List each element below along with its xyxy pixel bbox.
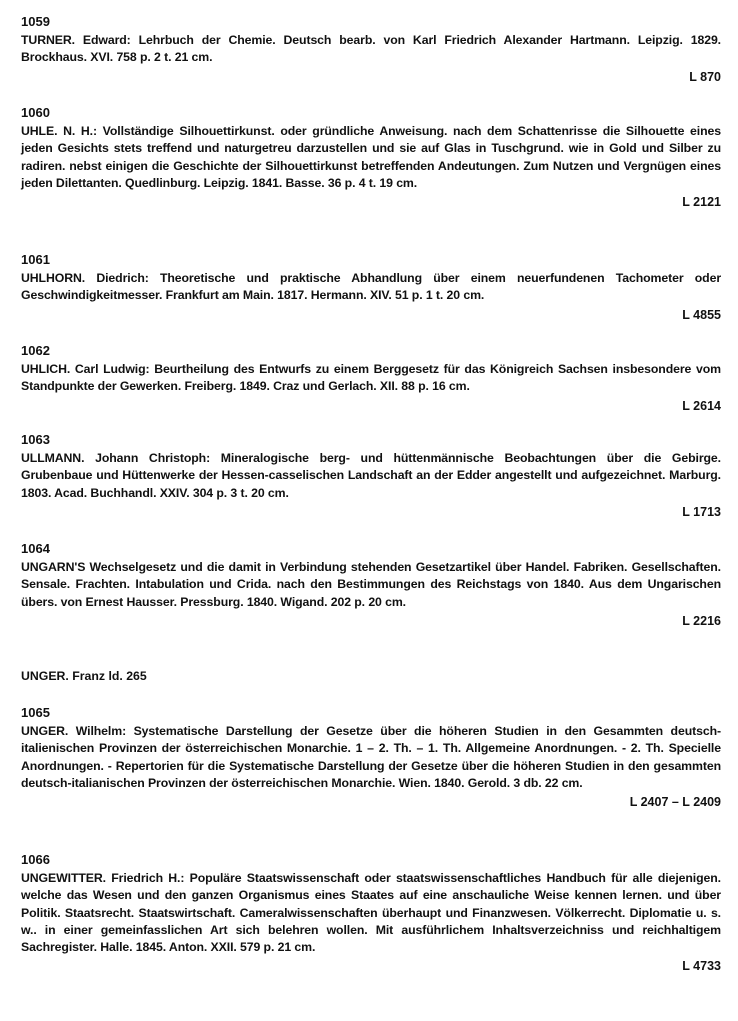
entry-1059 (21, 14, 721, 85)
entry-number: 1060 (21, 105, 50, 120)
entry-signature: L 2407 – L 2409 (629, 795, 721, 810)
cross-reference (21, 668, 721, 685)
entry-number: 1061 (21, 252, 50, 267)
entry-signature: L 2614 (682, 398, 721, 413)
entry-1061 (21, 252, 721, 323)
entry-text: UHLHORN. Diedrich: Theoretische und praktische Abhandlung über einem neuerfundenen Tachometer oder Geschwindigkeitmesser. Frankfurt am Main. 1817. Hermann. XIV. 51 p. 1 t. 20 cm. (21, 271, 721, 303)
entry-text: UHLICH. Carl Ludwig: Beurtheilung des Entwurfs zu einem Berggesetz für das Königreich Sachsen insbesondere vom Standpunkte der Gewerken. Freiberg. 1849. Craz und Gerlach. XII. 88 p. 16 cm. (21, 362, 721, 394)
entry-1065 (21, 705, 721, 810)
entry-number: 1066 (21, 852, 50, 867)
entry-signature: L 4733 (682, 959, 721, 974)
entry-1060 (21, 105, 721, 210)
entry-signature: L 1713 (682, 504, 721, 519)
entry-text: UHLE. N. H.: Vollständige Silhouettirkunst. oder gründliche Anweisung. nach dem Schattenrisse die Silhouette eines jeden Gesichts stets treffend und naturgetreu darzustellen und sie auf Glas in Tuschgrund. wie in Gold und Silber zu radiren. nebst einigen die Geschichte der Silhouettirkunst betreffenden Andeutungen. Zum Nutzen und Vergnügen eines jeden Dilettanten. Quedlinburg. Leipzig. 1841. Basse. 36 p. 4 t. 19 cm. (21, 124, 721, 190)
entry-text: UNGEWITTER. Friedrich H.: Populäre Staatswissenschaft oder staatswissenschaftliches Handbuch für alle diejenigen. welche das Wesen und den ganzen Organismus eines Staates auf eine anschauliche Weise kennen lernen. und über Politik. Staatsrecht. Staatswirtschaft. Cameralwissenschaften überhaupt und Finanzwesen. Völkerrecht. Diplomatie u. s. w.. in einer gemeinfasslichen Art sich belehren wollen. Mit ausführlichem Inhaltsverzeichniss und reichhaltigem Sachregister. Halle. 1845. Anton. XXII. 579 p. 21 cm. (21, 871, 721, 955)
entry-number: 1059 (21, 14, 50, 29)
entry-1063 (21, 432, 721, 520)
entry-signature: L 4855 (682, 307, 721, 322)
entry-number: 1063 (21, 432, 50, 447)
entry-number: 1064 (21, 541, 50, 556)
entry-text: ULLMANN. Johann Christoph: Mineralogische berg- und hüttenmännische Beobachtungen über die Gebirge. Grubenbaue und Hüttenwerke der Hessen-casselischen Landschaft an der Edder angestellt und aufgezeichnet. Marburg. 1803. Acad. Buchhandl. XXIV. 304 p. 3 t. 20 cm. (21, 451, 721, 500)
entry-text: TURNER. Edward: Lehrbuch der Chemie. Deutsch bearb. von Karl Friedrich Alexander Hartmann. Leipzig. 1829. Brockhaus. XVI. 758 p. 2 t. 21 cm. (21, 33, 721, 65)
entry-signature: L 2216 (682, 613, 721, 628)
entry-text: UNGARN'S Wechselgesetz und die damit in Verbindung stehenden Gesetzartikel über Handel. Fabriken. Gesellschaften. Sensale. Frachten. Intabulation und Crida. nach den Bestimmungen des Reichstags von 1840. Aus dem Ungarischen übers. von Ernest Hausser. Pressburg. 1840. Wigand. 202 p. 20 cm. (21, 560, 721, 609)
entry-signature: L 870 (689, 69, 721, 84)
entry-number: 1065 (21, 705, 50, 720)
entry-number: 1062 (21, 343, 50, 358)
entry-1062 (21, 343, 721, 414)
entry-text: UNGER. Wilhelm: Systematische Darstellung der Gesetze über die höheren Studien in den Gesammten deutsch-italienischen Provinzen der österreichischen Monarchie. 1 – 2. Th. – 1. Th. Allgemeine Anordnungen. - 2. Th. Specielle Anordnungen. - Repertorien für die Systematische Darstellung der Gesetze über die höheren Studien in den gesammten deutsch-italianischen Provinzen der österreichischen Monarchie. Wien. 1840. Gerold. 3 db. 22 cm. (21, 724, 721, 790)
cross-reference-text: UNGER. Franz ld. 265 (21, 669, 147, 683)
entry-signature: L 2121 (682, 195, 721, 210)
entry-1066 (21, 852, 721, 974)
entry-1064 (21, 541, 721, 629)
